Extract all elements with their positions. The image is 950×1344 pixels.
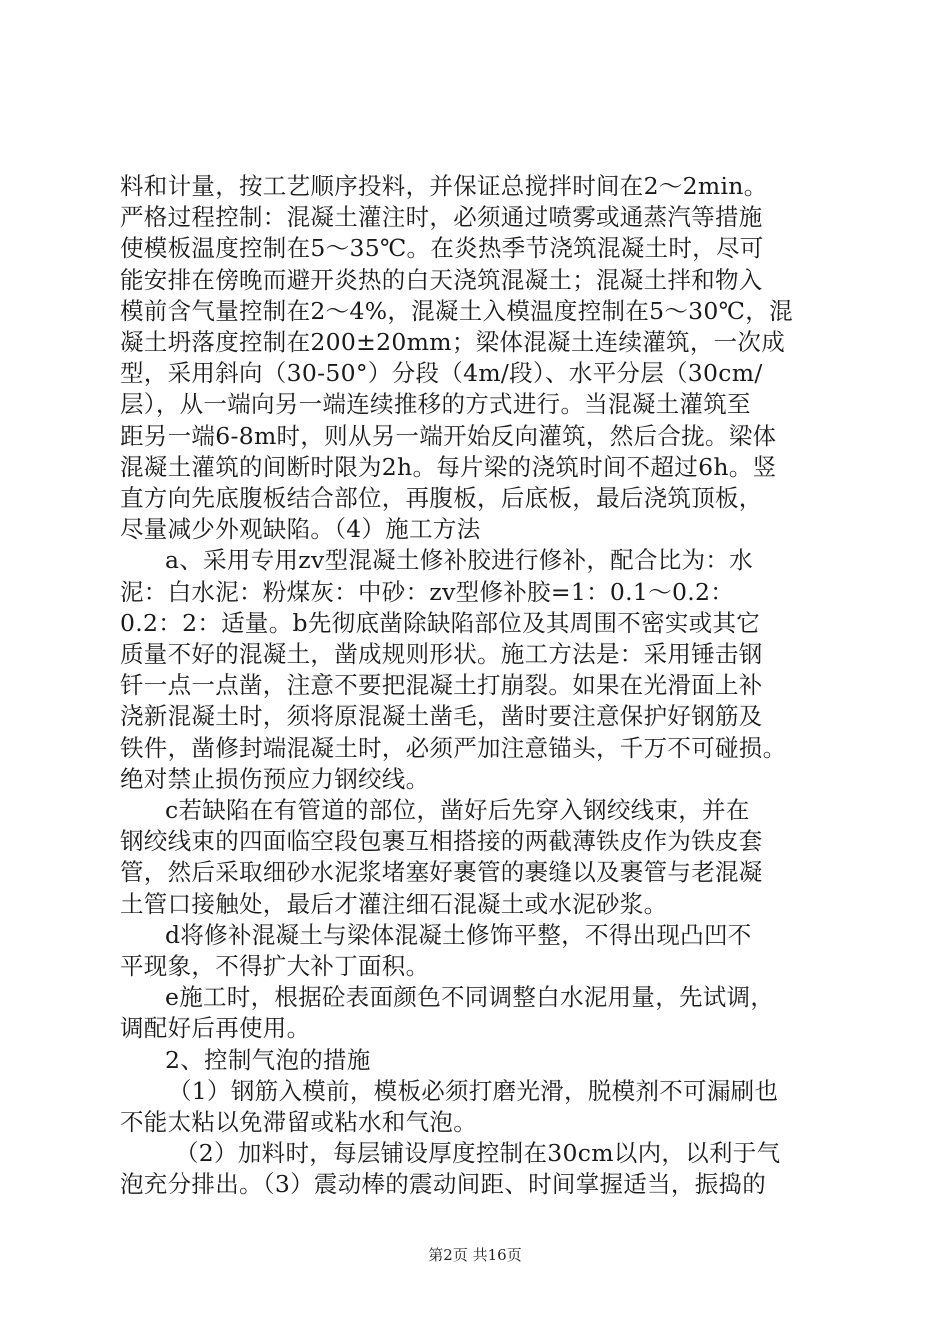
text-line: c若缺陷在有管道的部位，凿好后先穿入钢绞线束，并在 <box>165 796 750 824</box>
text-line: 土管口接触处，最后才灌注细石混凝土或水泥砂浆。 <box>120 890 668 918</box>
text-line: d将修补混凝土与梁体混凝土修饰平整，不得出现凸凹不 <box>165 921 752 949</box>
text-line: 不能太粘以免滞留或粘水和气泡。 <box>120 1108 477 1136</box>
text-line: a、采用专用zv型混凝土修补胶进行修补，配合比为：水 <box>165 546 753 574</box>
section-heading: 2、控制气泡的措施 <box>165 1046 371 1074</box>
text-line: 质量不好的混凝土，凿成规则形状。施工方法是：采用锤击钢 <box>120 640 763 668</box>
text-line: 调配好后再使用。 <box>120 1014 311 1042</box>
text-line: （1）钢筋入模前，模板必须打磨光滑，脱模剂不可漏刷也 <box>168 1077 779 1105</box>
text-line: 模前含气量控制在2～4%，混凝土入模温度控制在5～30℃，混 <box>120 297 793 325</box>
text-line: 0.2：2：适量。b先彻底凿除缺陷部位及其周围不密实或其它 <box>120 609 761 637</box>
text-line: 绝对禁止损伤预应力钢绞线。 <box>120 765 430 793</box>
text-line: 尽量减少外观缺陷。（4）施工方法 <box>120 515 481 543</box>
text-line: 泥：白水泥：粉煤灰：中砂：zv型修补胶=1：0.1～0.2： <box>120 578 735 606</box>
text-line: 平现象，不得扩大补丁面积。 <box>120 952 430 980</box>
text-line: 层），从一端向另一端连续推移的方式进行。当混凝土灌筑至 <box>120 390 751 418</box>
text-line: 混凝土灌筑的间断时限为2h。每片梁的浇筑时间不超过6h。竖 <box>120 453 777 481</box>
text-line: 型，采用斜向（30-50°）分段（4m/段）、水平分层（30cm/ <box>120 359 763 387</box>
text-line: 能安排在傍晚而避开炎热的白天浇筑混凝土；混凝土拌和物入 <box>120 266 763 294</box>
text-line: （2）加料时，每层铺设厚度控制在30cm以内，以利于气 <box>175 1139 781 1167</box>
text-line: 钎一点一点凿，注意不要把混凝土打崩裂。如果在光滑面上补 <box>120 671 763 699</box>
text-line: 凝土坍落度控制在200±20mm；梁体混凝土连续灌筑，一次成 <box>120 328 786 356</box>
text-line: 直方向先底腹板结合部位，再腹板，后底板，最后浇筑顶板， <box>120 484 763 512</box>
text-line: 泡充分排出。（3）震动棒的震动间距、时间掌握适当，振捣的 <box>120 1170 767 1198</box>
text-line: 距另一端6-8m时，则从另一端开始反向灌筑，然后合拢。梁体 <box>120 422 777 450</box>
text-line: 浇新混凝土时，须将原混凝土凿毛，凿时要注意保护好钢筋及 <box>120 702 763 730</box>
text-line: 钢绞线束的四面临空段包裹互相搭接的两截薄铁皮作为铁皮套 <box>120 827 763 855</box>
text-line: 料和计量，按工艺顺序投料，并保证总搅拌时间在2～2min。 <box>120 172 768 200</box>
text-line: 铁件，凿修封端混凝土时，必须严加注意锚头，千万不可碰损。 <box>120 734 787 762</box>
text-line: 管，然后采取细砂水泥浆堵塞好裹管的裹缝以及裹管与老混凝 <box>120 858 763 886</box>
text-line: 严格过程控制：混凝土灌注时，必须通过喷雾或通蒸汽等措施 <box>120 203 763 231</box>
text-line: 使模板温度控制在5～35℃。在炎热季节浇筑混凝土时，尽可 <box>120 234 764 262</box>
page-footer: 第2页 共16页 <box>428 1246 522 1264</box>
text-line: e施工时，根据砼表面颜色不同调整白水泥用量，先试调， <box>165 983 775 1011</box>
